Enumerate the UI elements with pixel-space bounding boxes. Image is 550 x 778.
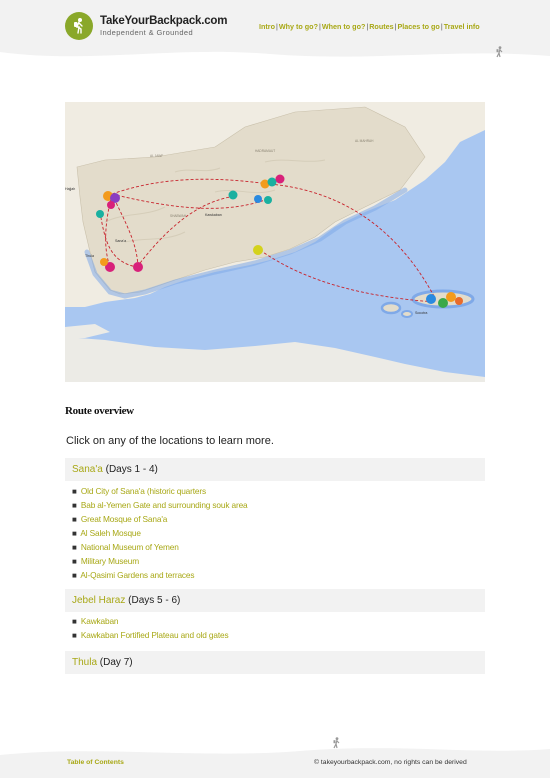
jebel-haraz-places-list [72,614,228,642]
map-label-hajjah: Hajjah [65,187,76,191]
list-item[interactable]: ■ Great Mosque of Sana'a [72,514,168,524]
list-item[interactable]: ■ Bab al-Yemen Gate and surrounding souk area [72,500,248,510]
bullet-icon: ■ [72,501,77,510]
route-overview-heading: Route overview [65,405,134,417]
nav-routes[interactable]: Routes [369,22,394,31]
svg-text:AL JAWF: AL JAWF [150,154,164,158]
section-jebel-haraz[interactable] [65,589,485,612]
section-days: (Days 5 - 6) [128,595,181,606]
nav-when-to-go[interactable]: When to go? [321,22,366,31]
bullet-icon: ■ [72,617,77,626]
section-thula[interactable] [65,651,485,674]
nav-separator: | [366,22,369,31]
section-location-link[interactable]: Jebel Haraz [72,595,126,606]
section-days: (Day 7) [99,657,133,668]
nav-separator: | [394,22,397,31]
top-navigation [259,22,480,31]
map-label-thula: Thula [85,254,94,258]
backpacker-logo-icon [65,12,93,40]
hiker-icon [495,46,505,58]
site-logo[interactable] [65,12,227,40]
copyright-text: © takeyourbackpack.com, no rights can be derived [314,759,467,766]
section-location-link[interactable]: Thula [72,657,98,668]
svg-text:SHABWAH: SHABWAH [170,214,186,218]
nav-separator: | [440,22,443,31]
list-item[interactable]: ■ Al-Qasimi Gardens and terraces [72,570,195,580]
bullet-icon: ■ [72,571,77,580]
bullet-icon: ■ [72,529,77,538]
table-of-contents-link[interactable]: Table of Contents [67,759,124,766]
map-label-sanaa: Sana'a [115,239,127,243]
list-item[interactable]: ■ Kawkaban Fortified Plateau and old gates [72,630,229,640]
nav-separator: | [318,22,321,31]
svg-text:HADRAMAUT: HADRAMAUT [255,149,276,153]
brand-subtitle: Independent & Grounded [100,28,194,37]
bullet-icon: ■ [72,487,77,496]
section-location-link[interactable]: Sana'a [72,464,103,475]
map-label-socotra: Socotra [415,311,428,315]
list-item[interactable]: ■ Military Museum [72,556,139,566]
nav-intro[interactable]: Intro [259,22,275,31]
sanaa-places-list [72,484,248,582]
section-days: (Days 1 - 4) [105,464,158,475]
section-sanaa[interactable] [65,458,485,481]
list-item[interactable]: ■ Old City of Sana'a (historic quarters [72,486,206,496]
bullet-icon: ■ [72,557,77,566]
brand-title: TakeYourBackpack.com [100,15,228,27]
header-wave [0,44,550,60]
route-map-svg [65,102,485,382]
nav-why-to-go[interactable]: Why to go? [278,22,318,31]
list-item[interactable]: ■ National Museum of Yemen [72,542,179,552]
nav-travel-info[interactable]: Travel info [443,22,480,31]
nav-separator: | [275,22,278,31]
svg-text:AL MAHRAH: AL MAHRAH [355,139,374,143]
map-label-kawkaban: Kawkaban [205,213,222,217]
route-map[interactable] [65,102,485,382]
bullet-icon: ■ [72,631,77,640]
bullet-icon: ■ [72,515,77,524]
list-item[interactable]: ■ Kawkaban [72,616,119,626]
intro-text: Click on any of the locations to learn more. [66,435,274,447]
page-header [0,0,550,60]
bullet-icon: ■ [72,543,77,552]
nav-places-to-go[interactable]: Places to go [397,22,440,31]
list-item[interactable]: ■ Al Saleh Mosque [72,528,141,538]
